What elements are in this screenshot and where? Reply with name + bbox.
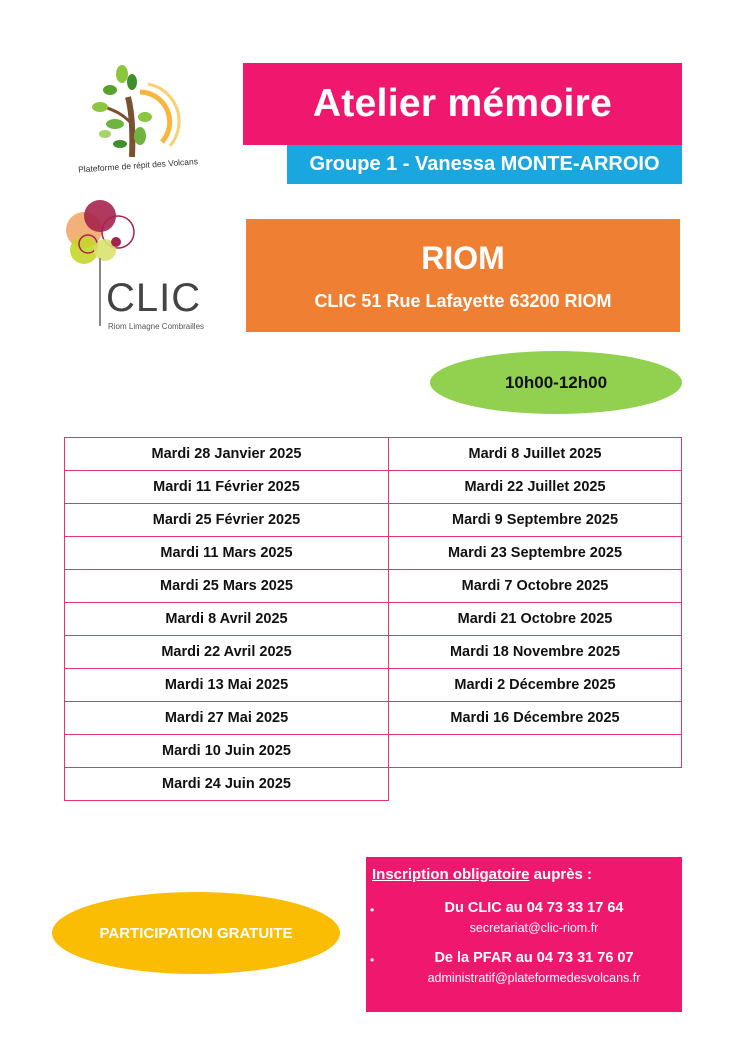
table-row — [65, 702, 682, 735]
date-cell-right — [389, 768, 682, 801]
date-cell-left: Mardi 11 Mars 2025 — [65, 537, 389, 570]
table-row — [65, 570, 682, 603]
date-cell-left: Mardi 8 Avril 2025 — [65, 603, 389, 636]
date-cell-left: Mardi 13 Mai 2025 — [65, 669, 389, 702]
date-cell-right: Mardi 23 Septembre 2025 — [389, 537, 682, 570]
table-row — [65, 471, 682, 504]
title-banner — [243, 63, 682, 145]
inscription-heading-underlined: Inscription obligatoire — [372, 866, 530, 883]
inscription-heading — [372, 866, 592, 883]
time-label: 10h00-12h00 — [504, 372, 608, 392]
date-cell-left: Mardi 24 Juin 2025 — [65, 768, 389, 801]
page-title: Atelier mémoire — [312, 82, 613, 125]
inscription-box — [366, 857, 682, 1012]
date-cell-right: Mardi 7 Octobre 2025 — [389, 570, 682, 603]
location-banner — [246, 219, 680, 332]
date-cell-right: Mardi 9 Septembre 2025 — [389, 504, 682, 537]
date-cell-right: Mardi 8 Juillet 2025 — [389, 438, 682, 471]
clic-name: CLIC — [106, 276, 202, 320]
table-row — [65, 603, 682, 636]
contact-clic-email[interactable]: secretariat@clic-riom.fr — [469, 921, 599, 935]
table-row — [65, 504, 682, 537]
table-row — [65, 735, 682, 768]
bullet-icon: • — [370, 903, 375, 917]
pfar-logo — [70, 62, 210, 182]
group-banner — [287, 145, 682, 184]
date-cell-right: Mardi 2 Décembre 2025 — [389, 669, 682, 702]
table-row — [65, 669, 682, 702]
date-cell-left: Mardi 25 Février 2025 — [65, 504, 389, 537]
date-cell-left: Mardi 28 Janvier 2025 — [65, 438, 389, 471]
group-label: Groupe 1 - Vanessa MONTE-ARROIO — [309, 153, 660, 175]
dates-table — [64, 437, 682, 801]
contact-pfar-email[interactable]: administratif@plateformedesvolcans.fr — [427, 971, 641, 985]
location-city: RIOM — [421, 239, 505, 276]
date-cell-left: Mardi 27 Mai 2025 — [65, 702, 389, 735]
pfar-caption: Plateforme de répit des Volcans — [77, 156, 199, 175]
table-row — [65, 636, 682, 669]
date-cell-right: Mardi 16 Décembre 2025 — [389, 702, 682, 735]
contact-clic-phone: Du CLIC au 04 73 33 17 64 — [444, 900, 624, 916]
table-row — [65, 438, 682, 471]
date-cell-left: Mardi 10 Juin 2025 — [65, 735, 389, 768]
location-address: CLIC 51 Rue Lafayette 63200 RIOM — [314, 290, 612, 311]
date-cell-right — [389, 735, 682, 768]
clic-caption: Riom Limagne Combrailles — [108, 322, 205, 331]
participation-label: PARTICIPATION GRATUITE — [99, 924, 293, 942]
date-cell-right: Mardi 18 Novembre 2025 — [389, 636, 682, 669]
participation-badge — [52, 892, 340, 974]
table-row — [65, 768, 682, 801]
date-cell-right: Mardi 22 Juillet 2025 — [389, 471, 682, 504]
inscription-heading-rest: auprès : — [529, 866, 593, 883]
table-row — [65, 537, 682, 570]
date-cell-left: Mardi 22 Avril 2025 — [65, 636, 389, 669]
date-cell-left: Mardi 11 Février 2025 — [65, 471, 389, 504]
bullet-icon: • — [370, 953, 375, 967]
date-cell-left: Mardi 25 Mars 2025 — [65, 570, 389, 603]
time-badge — [430, 351, 682, 414]
contact-pfar-phone: De la PFAR au 04 73 31 76 07 — [434, 950, 634, 966]
clic-logo — [60, 198, 220, 336]
date-cell-right: Mardi 21 Octobre 2025 — [389, 603, 682, 636]
